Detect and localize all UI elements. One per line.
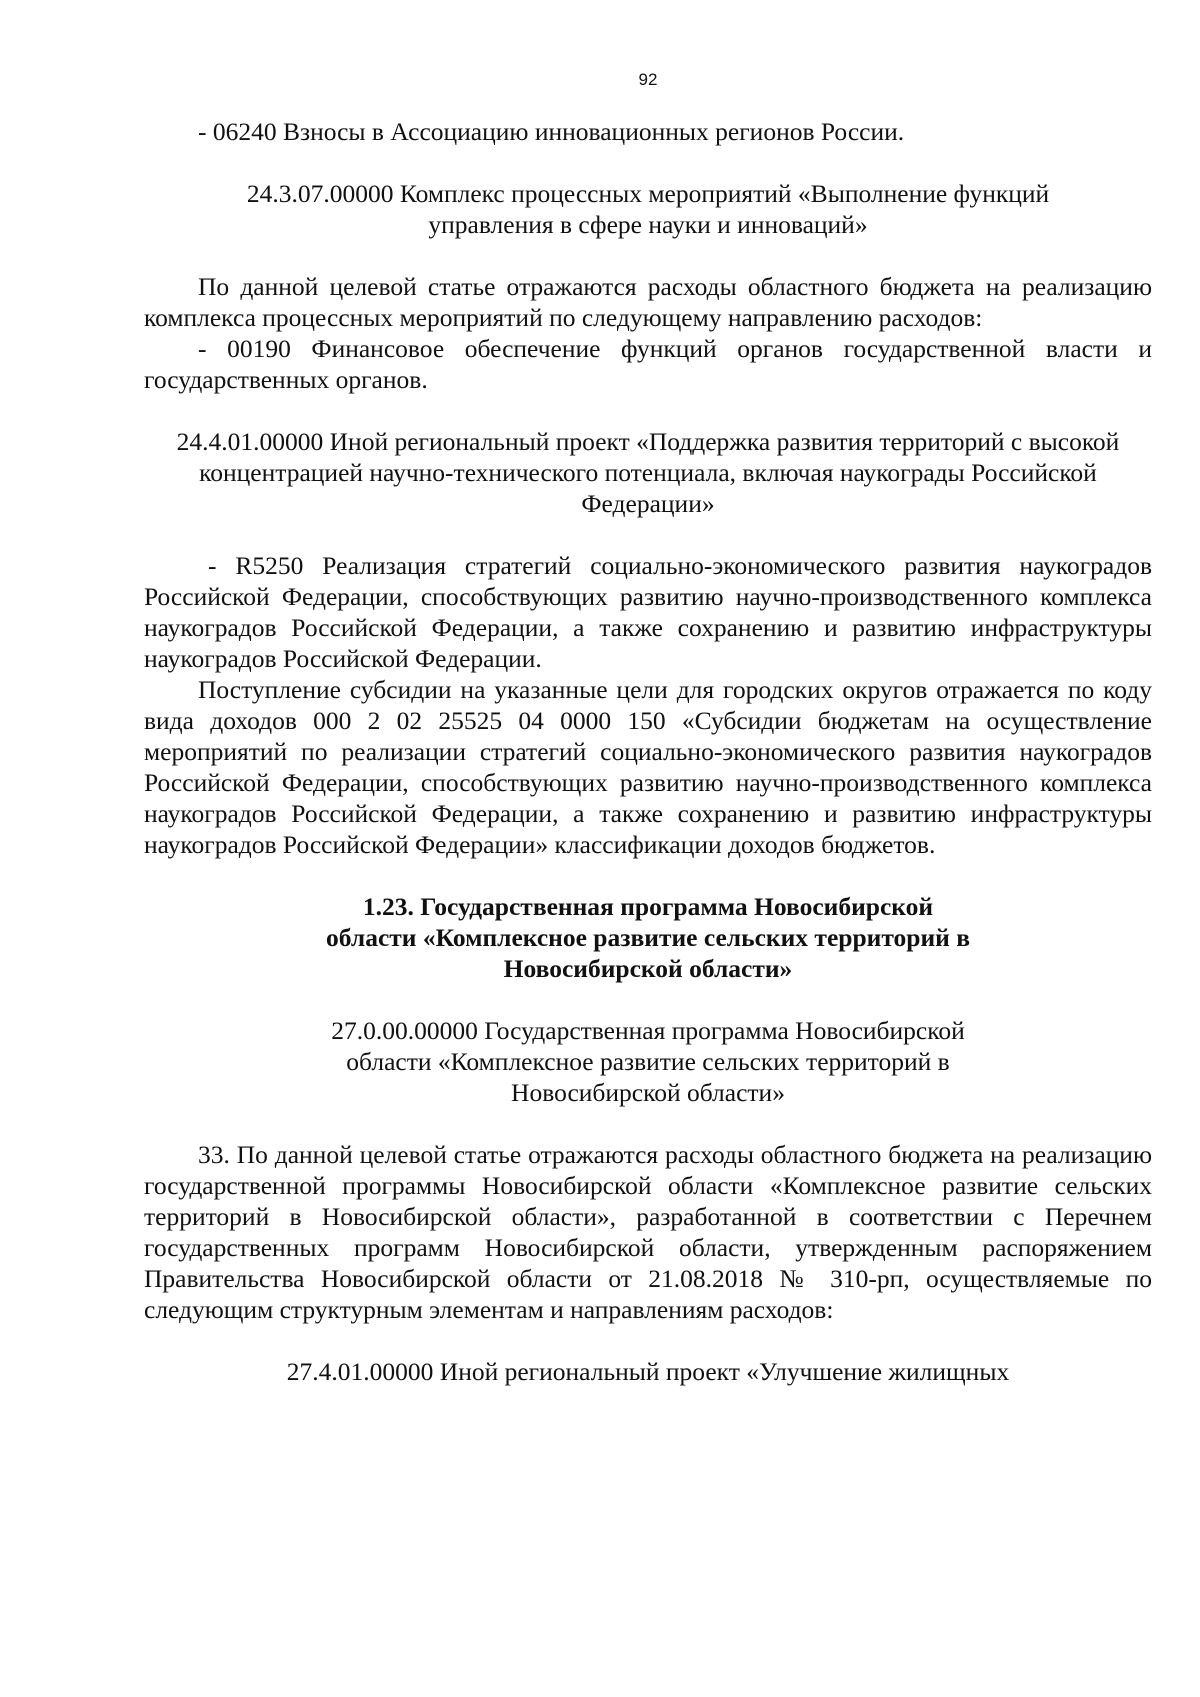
paragraph-expense-00190: - 00190 Финансовое обеспечение функций органов государственной власти и государственных органов. — [144, 334, 1152, 394]
heading-24-4-01: 24.4.01.00000 Иной региональный проект «Поддержка развития территорий с высокой концентрацией научно-технического потенциала, включая наукограды Российской Федерации» — [176, 427, 1120, 518]
heading-27-0-00: 27.0.00.00000 Государственная программа Новосибирской области «Комплексное развитие сельских территорий в Новосибирской области» — [331, 1016, 965, 1107]
paragraph-target-article-intro: По данной целевой статье отражаются расходы областного бюджета на реализацию комплекса процессных мероприятий по следующему направлению расходов: — [144, 272, 1152, 332]
paragraph-expense-r5250: - R5250 Реализация стратегий социально-экономического развития наукоградов Российской Федерации, способствующих развитию научно-производственного комплекса наукоградов Российской Федерации, а также сохранению и развитию инфраструктуры наукоградов Российской Федерации. — [144, 551, 1152, 673]
heading-24-3-07: 24.3.07.00000 Комплекс процессных мероприятий «Выполнение функций управления в сфере науки и инноваций» — [246, 179, 1050, 239]
paragraph-33-program-expenses: 33. По данной целевой статье отражаются расходы областного бюджета на реализацию государственной программы Новосибирской области «Комплексное развитие сельских территорий в Новосибирской области», разработанной в соответствии с Перечнем государственных программ Новосибирской области, утвержденным распоряжением Правительства Новосибирской области от 21.08.2018 № 310-рп, осуществляемые по следующим структурным элементам и направлениям расходов: — [144, 1140, 1152, 1324]
heading-27-4-01: 27.4.01.00000 Иной региональный проект «Улучшение жилищных — [286, 1357, 1010, 1386]
paragraph-contribution-06240: - 06240 Взносы в Ассоциацию инновационных регионов России. — [198, 117, 905, 146]
section-heading-1-23: 1.23. Государственная программа Новосибирской области «Комплексное развитие сельских территорий в Новосибирской области» — [326, 892, 970, 983]
page-number: 92 — [638, 70, 658, 89]
paragraph-subsidy-income-code: Поступление субсидии на указанные цели для городских округов отражается по коду вида доходов 000 2 02 25525 04 0000 150 «Субсидии бюджетам на осуществление мероприятий по реализации стратегий социально-экономического развития наукоградов Российской Федерации, способствующих развитию научно-производственного комплекса наукоградов Российской Федерации, а также сохранению и развитию инфраструктуры наукоградов Российской Федерации» классификации доходов бюджетов. — [144, 675, 1152, 859]
